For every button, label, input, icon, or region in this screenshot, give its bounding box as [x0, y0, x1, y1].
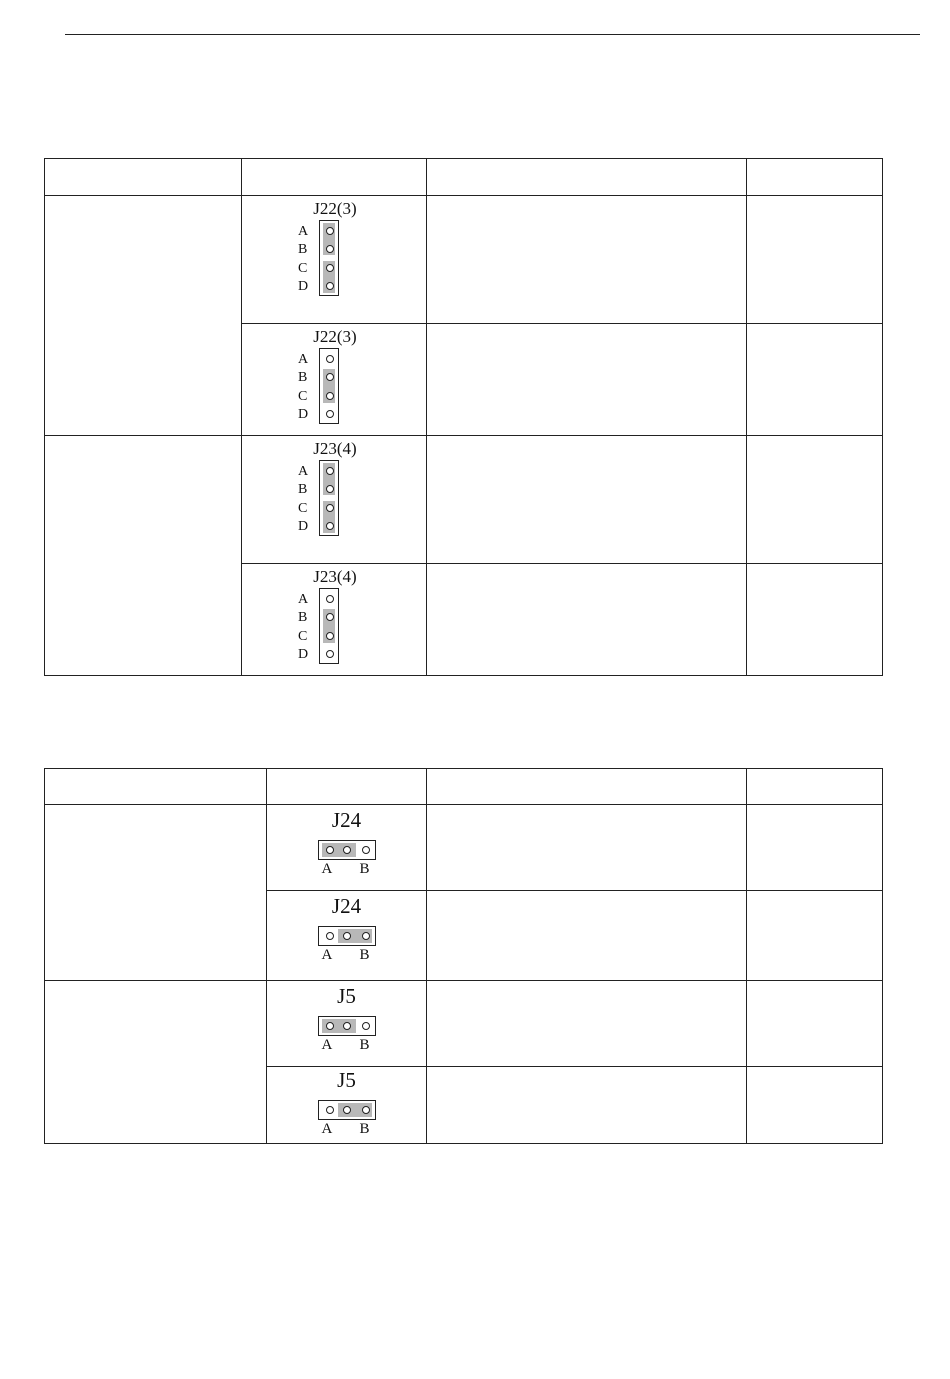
table-row — [45, 981, 883, 1067]
description-cell — [427, 805, 747, 891]
pin-header — [319, 460, 339, 536]
default-cell — [747, 196, 883, 324]
pin-header — [318, 1100, 376, 1120]
table-row — [45, 196, 883, 324]
horizontal-jumper — [307, 894, 387, 964]
table-row — [45, 805, 883, 891]
jumper-figure-cell — [267, 805, 427, 891]
end-letter: B — [359, 1037, 370, 1053]
pin-letter: D — [298, 279, 309, 294]
jumper-figure-cell — [267, 891, 427, 981]
pin — [326, 485, 334, 493]
table-header-row — [45, 769, 883, 805]
jumper-label: J24 — [331, 808, 362, 832]
pin-letter: D — [298, 407, 309, 422]
pin-header — [318, 926, 376, 946]
header-cell — [45, 769, 267, 805]
end-letter: A — [321, 947, 333, 963]
pin-letter: A — [298, 592, 309, 607]
default-cell — [747, 436, 883, 564]
vertical-jumper — [294, 327, 374, 424]
pin — [326, 410, 334, 418]
jumper-label: J22(3) — [313, 199, 357, 218]
default-cell — [747, 324, 883, 436]
horizontal-jumper — [307, 808, 387, 878]
pin — [326, 1022, 334, 1030]
pin — [326, 282, 334, 290]
end-letter: A — [321, 1121, 333, 1137]
pin-letter: C — [298, 629, 308, 644]
description-cell — [427, 981, 747, 1067]
pin — [326, 613, 334, 621]
pin-letter: C — [298, 261, 308, 276]
pin — [362, 1106, 370, 1114]
pin-letter: B — [298, 610, 308, 625]
pin — [326, 373, 334, 381]
pin-letter: B — [298, 242, 308, 257]
pin-letter: B — [298, 482, 308, 497]
jumper-label: J23(4) — [313, 439, 357, 458]
vertical-jumper — [294, 199, 374, 296]
header-cell — [267, 769, 427, 805]
pin — [326, 632, 334, 640]
pin-letter: A — [298, 464, 309, 479]
jumper-figure-cell — [242, 564, 427, 676]
jumper-table-1 — [44, 158, 883, 676]
pin — [326, 245, 334, 253]
setting-cell — [45, 436, 242, 676]
pin-letter: A — [298, 224, 309, 239]
pin-header — [318, 840, 376, 860]
pin-letter: D — [298, 647, 309, 662]
pin-header — [319, 348, 339, 424]
header-rule — [65, 34, 920, 35]
pin — [343, 932, 351, 940]
setting-cell — [45, 981, 267, 1144]
horizontal-jumper — [307, 1068, 387, 1138]
pin-letter: D — [298, 519, 309, 534]
pin — [343, 1022, 351, 1030]
jumper-label: J5 — [337, 984, 356, 1008]
jumper-figure-cell — [267, 981, 427, 1067]
pin-letter: A — [298, 352, 309, 367]
vertical-jumper — [294, 567, 374, 664]
description-cell — [427, 891, 747, 981]
pin — [362, 846, 370, 854]
table-row — [45, 436, 883, 564]
pin — [326, 355, 334, 363]
jumper-figure-cell — [242, 436, 427, 564]
pin-letter: B — [298, 370, 308, 385]
header-cell — [747, 159, 883, 196]
table-header-row — [45, 159, 883, 196]
pin — [326, 264, 334, 272]
jumper-figure-cell — [242, 196, 427, 324]
jumper-label: J24 — [331, 894, 362, 918]
description-cell — [427, 196, 747, 324]
header-cell — [427, 159, 747, 196]
pin-letter: C — [298, 501, 308, 516]
pin — [326, 932, 334, 940]
jumper-table-2 — [44, 768, 883, 1144]
jumper-label: J22(3) — [313, 327, 357, 346]
setting-cell — [45, 805, 267, 981]
pin — [326, 595, 334, 603]
pin — [326, 846, 334, 854]
header-cell — [427, 769, 747, 805]
pin — [326, 650, 334, 658]
description-cell — [427, 436, 747, 564]
end-letter: B — [359, 861, 370, 877]
description-cell — [427, 1067, 747, 1144]
horizontal-jumper — [307, 984, 387, 1054]
jumper-label: J5 — [337, 1068, 356, 1092]
default-cell — [747, 981, 883, 1067]
default-cell — [747, 564, 883, 676]
pin — [343, 846, 351, 854]
pin-header — [319, 220, 339, 296]
pin — [326, 392, 334, 400]
pin — [326, 1106, 334, 1114]
default-cell — [747, 1067, 883, 1144]
end-letter: B — [359, 1121, 370, 1137]
header-cell — [747, 769, 883, 805]
pin-letter: C — [298, 389, 308, 404]
vertical-jumper — [294, 439, 374, 536]
pin-header — [318, 1016, 376, 1036]
description-cell — [427, 324, 747, 436]
end-letter: A — [321, 861, 333, 877]
end-letter: B — [359, 947, 370, 963]
pin — [326, 522, 334, 530]
default-cell — [747, 891, 883, 981]
pin-header — [319, 588, 339, 664]
pin — [326, 504, 334, 512]
pin — [326, 467, 334, 475]
jumper-figure-cell — [267, 1067, 427, 1144]
pin — [326, 227, 334, 235]
pin — [362, 1022, 370, 1030]
setting-cell — [45, 196, 242, 436]
default-cell — [747, 805, 883, 891]
jumper-label: J23(4) — [313, 567, 357, 586]
header-cell — [242, 159, 427, 196]
pin — [343, 1106, 351, 1114]
description-cell — [427, 564, 747, 676]
jumper-figure-cell — [242, 324, 427, 436]
pin — [362, 932, 370, 940]
end-letter: A — [321, 1037, 333, 1053]
header-cell — [45, 159, 242, 196]
